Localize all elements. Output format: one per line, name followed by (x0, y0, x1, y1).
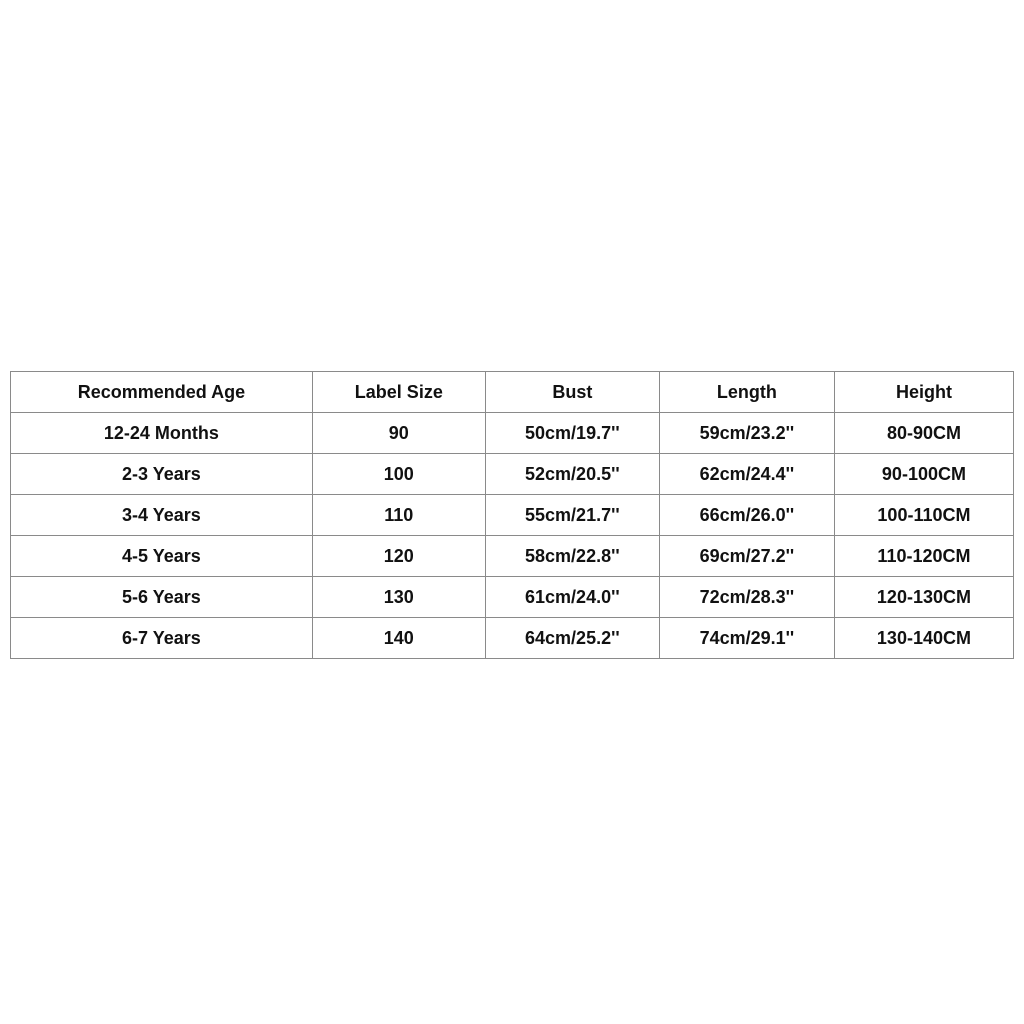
cell-label-size: 90 (312, 413, 485, 454)
cell-bust: 64cm/25.2'' (485, 618, 659, 659)
cell-age: 3-4 Years (11, 495, 313, 536)
cell-height: 90-100CM (834, 454, 1013, 495)
cell-age: 2-3 Years (11, 454, 313, 495)
cell-label-size: 130 (312, 577, 485, 618)
size-chart-table (10, 371, 1014, 659)
header-bust: Bust (485, 372, 659, 413)
table-row (11, 536, 1014, 577)
cell-length: 72cm/28.3'' (659, 577, 834, 618)
cell-label-size: 100 (312, 454, 485, 495)
table-row (11, 577, 1014, 618)
cell-age: 12-24 Months (11, 413, 313, 454)
cell-age: 6-7 Years (11, 618, 313, 659)
header-length: Length (659, 372, 834, 413)
cell-length: 66cm/26.0'' (659, 495, 834, 536)
cell-bust: 50cm/19.7'' (485, 413, 659, 454)
table-body (11, 413, 1014, 659)
cell-height: 110-120CM (834, 536, 1013, 577)
cell-height: 120-130CM (834, 577, 1013, 618)
cell-height: 80-90CM (834, 413, 1013, 454)
header-height: Height (834, 372, 1013, 413)
cell-bust: 55cm/21.7'' (485, 495, 659, 536)
cell-label-size: 110 (312, 495, 485, 536)
cell-label-size: 120 (312, 536, 485, 577)
cell-age: 4-5 Years (11, 536, 313, 577)
cell-height: 100-110CM (834, 495, 1013, 536)
table-header (11, 372, 1014, 413)
table-row (11, 413, 1014, 454)
cell-length: 62cm/24.4'' (659, 454, 834, 495)
cell-bust: 61cm/24.0'' (485, 577, 659, 618)
cell-length: 69cm/27.2'' (659, 536, 834, 577)
table-row (11, 454, 1014, 495)
table-row (11, 618, 1014, 659)
cell-age: 5-6 Years (11, 577, 313, 618)
header-row (11, 372, 1014, 413)
cell-length: 74cm/29.1'' (659, 618, 834, 659)
cell-label-size: 140 (312, 618, 485, 659)
cell-bust: 52cm/20.5'' (485, 454, 659, 495)
cell-height: 130-140CM (834, 618, 1013, 659)
header-recommended-age: Recommended Age (11, 372, 313, 413)
header-label-size: Label Size (312, 372, 485, 413)
table-row (11, 495, 1014, 536)
cell-length: 59cm/23.2'' (659, 413, 834, 454)
cell-bust: 58cm/22.8'' (485, 536, 659, 577)
